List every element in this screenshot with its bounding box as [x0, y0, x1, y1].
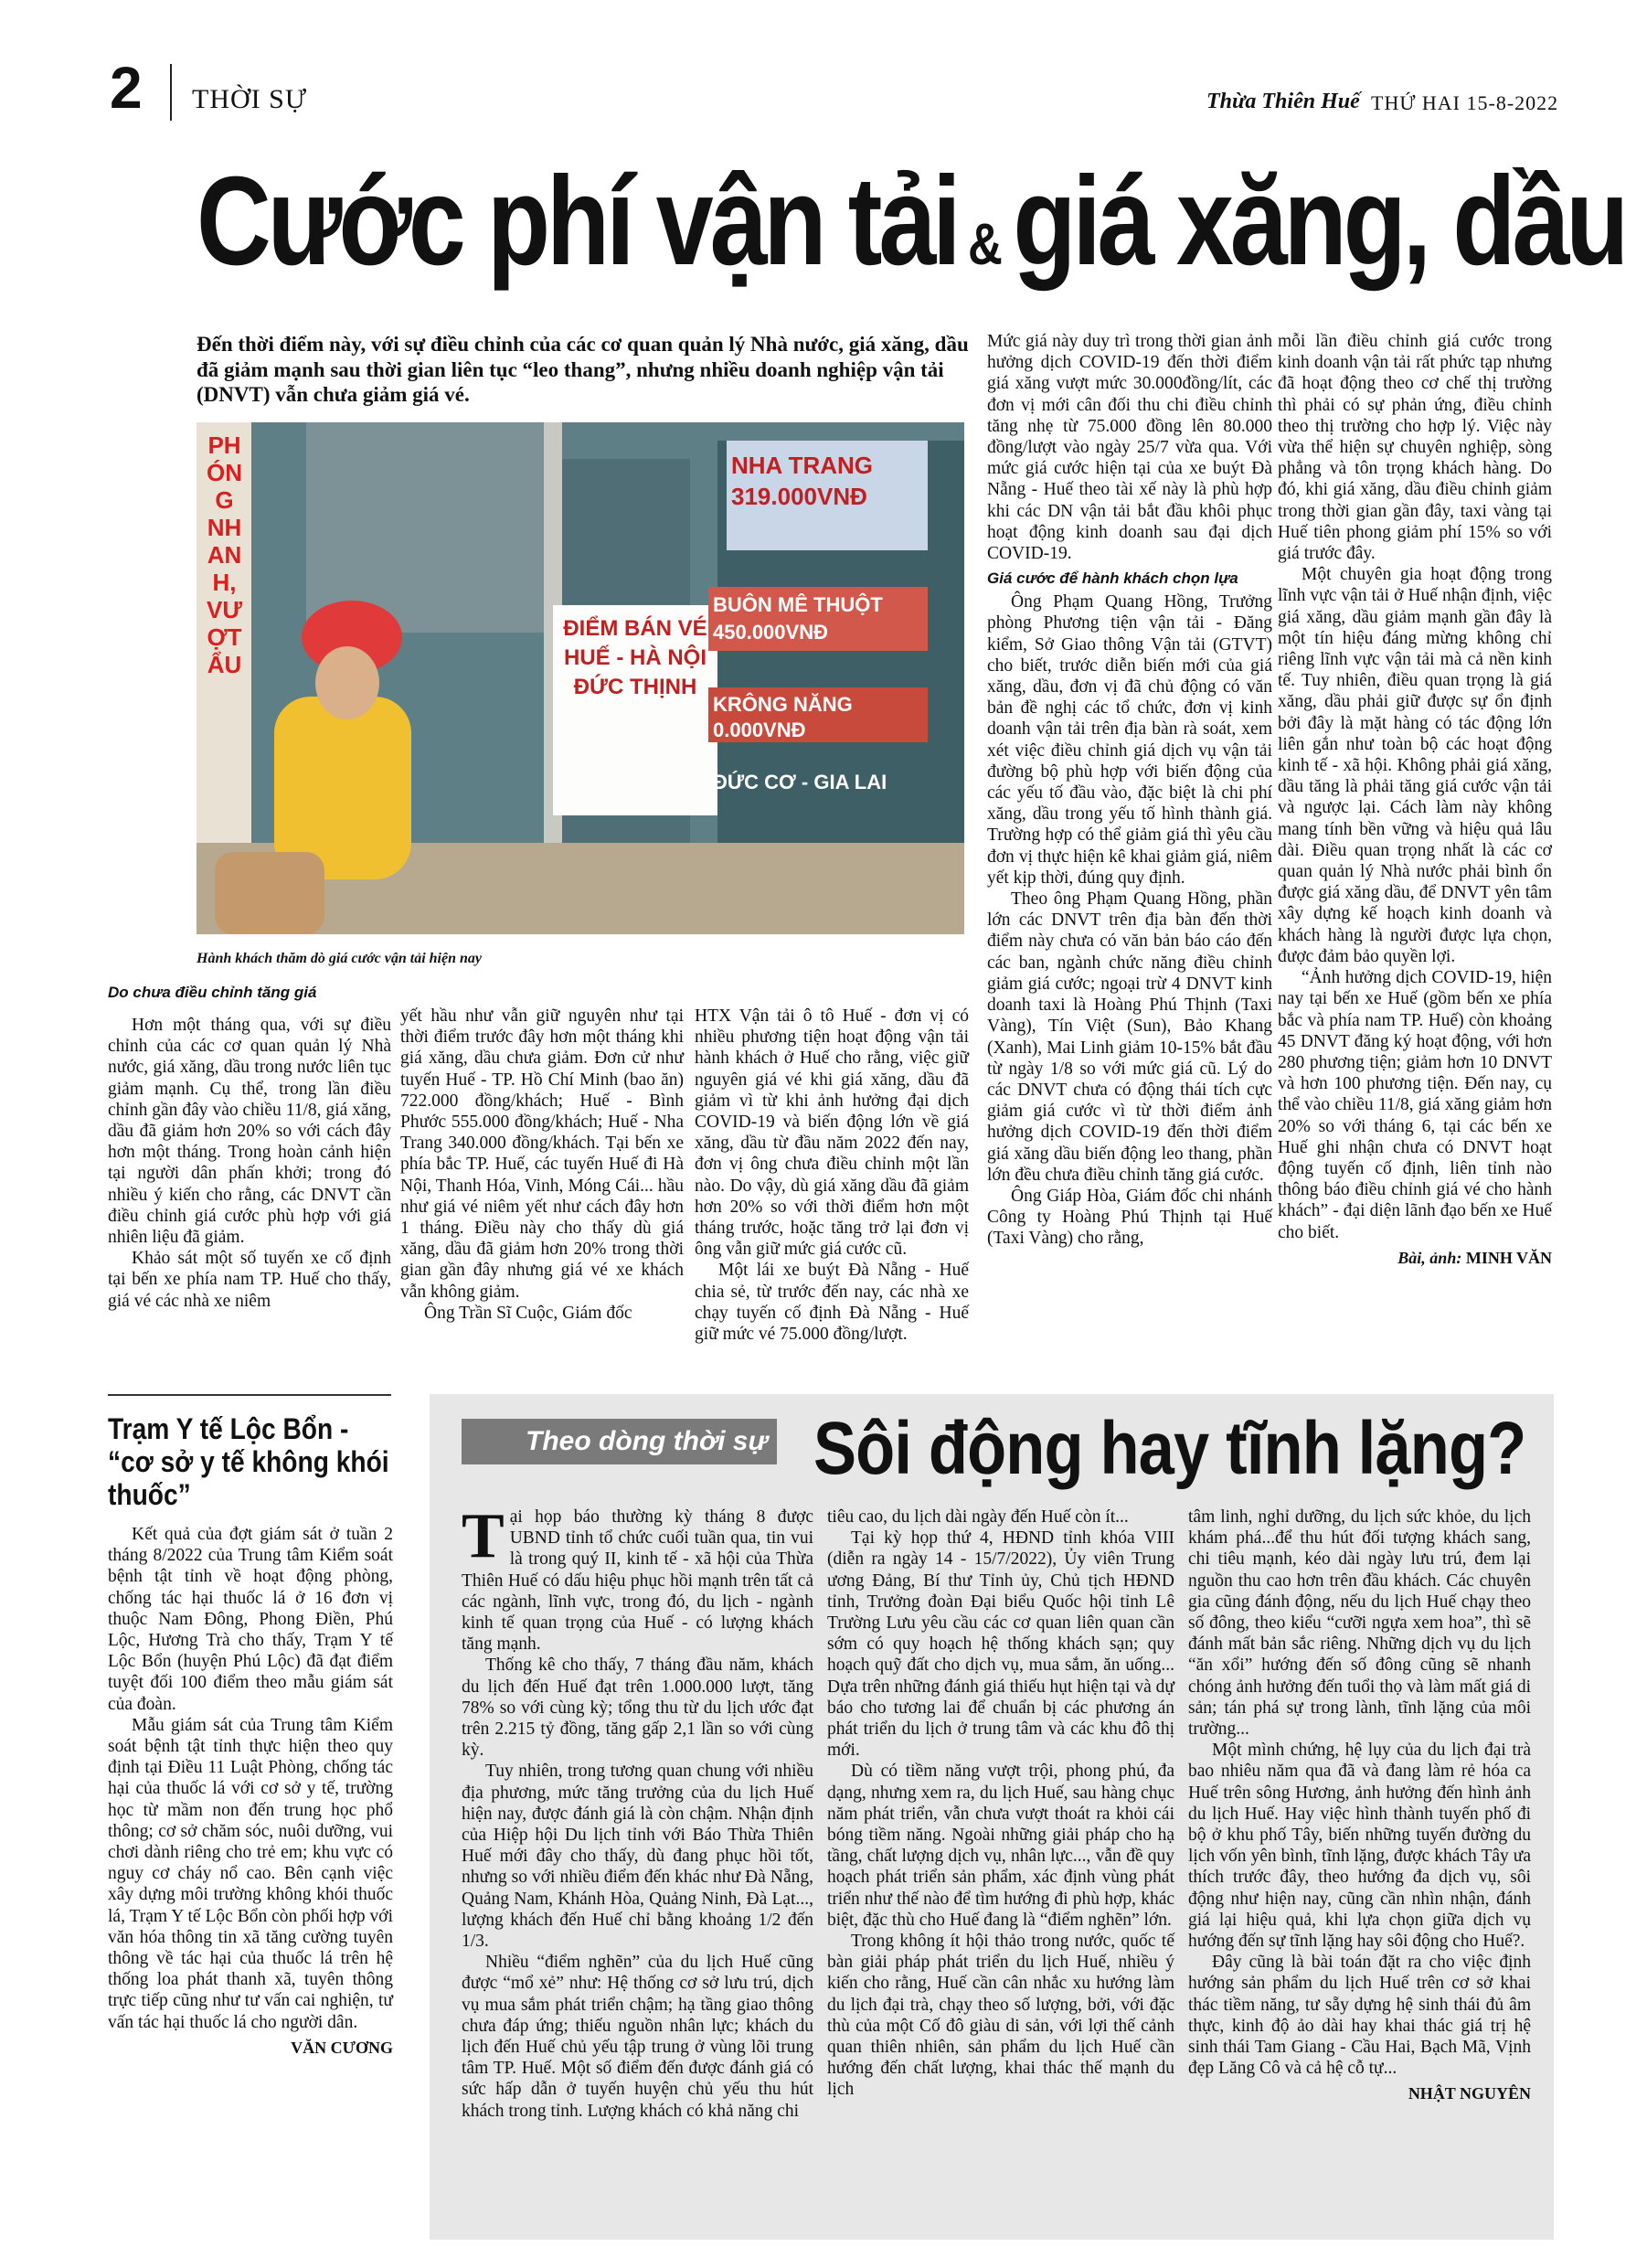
column-kicker: Theo dòng thời sự [462, 1419, 777, 1464]
paragraph: Ông Giáp Hòa, Giám đốc chi nhánh Công ty Hoàng Phú Thịnh tại Huế (Taxi Vàng) cho rằng, [987, 1186, 1272, 1249]
opinion-column-1 [462, 1501, 813, 2122]
paragraph: Dù có tiềm năng vượt trội, phong phú, đa dạng, nhưng xem ra, du lịch Huế, sau hàng chục năm phát triển, vẫn chưa vượt thoát ra khỏi cái bóng tiềm năng. Ngoài những giải pháp cho hạ tầng, chất lượng dịch vụ, nhân lực..., vẫn đề quy hoạch phát triển sản phẩm, xác định vùng phát triển như thế nào để tìm hướng đi phù hợp, khác biệt, đặc thù cho Huế đang là “điểm nghẽn” lớn. [827, 1762, 1174, 1930]
sidebar-article [108, 1412, 393, 2058]
sidebar-title: Trạm Y tế Lộc Bổn - “cơ sở y tế không khói thuốc” [108, 1412, 389, 1511]
opinion-column-3 [1188, 1507, 1531, 2103]
paragraph: Một lái xe buýt Đà Nẵng - Huế chia sẻ, từ trước đến nay, các nhà xe chạy tuyến cố định Đà Nẵng - Huế giữ mức vé 75.000 đồng/lượt. [695, 1261, 969, 1345]
byline-author: MINH VĂN [1465, 1248, 1552, 1267]
sidebar-divider [108, 1394, 391, 1396]
paragraph: tâm linh, nghỉ dưỡng, du lịch sức khỏe, du lịch khám phá...để thu hút đối tượng khách sang, chi tiêu mạnh, kéo dài ngày lưu trú, đem lại nguồn thu cao hơn trên đầu khách. Các chuyên gia cũng đánh động, nếu du lịch Huế chạy theo số đông, theo kiểu “cưỡi ngựa xem hoa”, thì sẽ đánh mất bản sắc riêng. Những dịch vụ du lịch “ăn xổi” hướng đến số đông cũng sẽ nhanh chóng ảnh hưởng đến tuổi thọ và làm mất giá di sản; tán phá sự trong lành, tĩnh lặng của môi trường... [1188, 1507, 1531, 1740]
article-column-a [108, 1015, 391, 1312]
paragraph: HTX Vận tải ô tô Huế - đơn vị có nhiều phương tiện hoạt động vận tải hành khách ở Huế cho rằng, việc giữ nguyên giá vé khi giá xăng, dầu đã giảm vì từ khi ảnh hưởng đại dịch COVID-19 và biến động lớn về giá xăng, dầu từ đầu năm 2022 đến nay, đơn vị ông chưa điều chỉnh một lần nào. Do vậy, dù giá xăng dầu đã giảm hơn 20% so với thời điểm hơn một tháng trước, hoặc tăng trở lại đơn vị ông vẫn giữ mức giá cước cũ. [695, 1006, 969, 1260]
paragraph: yết hầu như vẫn giữ nguyên như tại thời điểm trước đây hơn một tháng khi giá xăng, dầu chưa giảm. Đơn cử như tuyến Huế - TP. Hồ Chí Minh (bao ăn) 722.000 đồng/khách; Huế - Bình Phước 555.000 đồng/khách; Huế - Nha Trang 340.000 đồng/khách. Tại bến xe phía bắc TP. Huế, các tuyến Huế đi Hà Nội, Thanh Hóa, Vinh, Móng Cái... hầu như giá vé niêm yết như cách đây hơn 1 tháng. Điều này cho thấy dù giá xăng, dầu đã giảm hơn 20% trong thời gian gần đây nhưng giá vé xe khách vẫn không giảm. [400, 1006, 684, 1302]
paragraph [462, 1501, 813, 1655]
photo-sign-krong-nang: KRÔNG NĂNG 0.000VNĐ [713, 693, 853, 741]
paragraph: Một mình chứng, hệ lụy của du lịch đại trà bao nhiêu năm qua đã và đang làm rẻ hóa ca Huế trên sông Hương, ảnh hưởng đến hình ảnh du lịch Huế. Hay việc hình thành tuyến phố đi bộ ở khu phố Tây, biến những tuyến đường du lịch vốn yên bình, tĩnh lặng, được khách Tây ưa thích trước đây, theo hướng đa dịch vụ, sôi động như hiện nay, cũng cần nhìn nhận, đánh giá lại hiệu quả, khi lựa chọn giữa dịch vụ hướng đến sự tĩnh lặng hay sôi động cho Huế?. [1188, 1741, 1531, 1952]
main-headline [197, 151, 1626, 308]
section-name: THỜI SỰ [192, 84, 308, 114]
subhead-1: Do chưa điều chỉnh tăng giá [108, 984, 317, 1001]
issue-date: THỨ HAI 15-8-2022 [1371, 91, 1559, 114]
newspaper-name: Thừa Thiên Huế [1206, 90, 1360, 113]
paragraph: Hơn một tháng qua, với sự điều chỉnh của các cơ quan quản lý Nhà nước, giá xăng, dầu trong nước liên tục giảm mạnh. Cụ thể, trong lần điều chỉnh gần đây vào chiều 11/8, giá xăng, dầu đã giảm hơn 20% so với cách đây hơn một tháng. Trong hoàn cảnh hiện tại người dân phấn khởi; trong đó nhiều ý kiến cho rằng, các DNVT cần điều chỉnh giá cước phù hợp với giá nhiên liệu đã giảm. [108, 1016, 391, 1248]
paragraph: Tại kỳ họp thứ 4, HĐND tỉnh khóa VIII (diễn ra ngày 14 - 15/7/2022), Ủy viên Trung ương Đảng, Bí thư Tỉnh ủy, Chủ tịch HĐND tỉnh, Trưởng đoàn Đại biểu Quốc hội tỉnh Lê Trường Lưu yêu cầu các cơ quan liên quan cần sớm có quy hoạch hệ thống khách sạn; quy hoạch quỹ đất cho dịch vụ, mua sắm, ăn uống... Dựa trên những đánh giá thiếu hụt hiện tại và dự báo cho tương lai để chuẩn bị các phương án phát triển du lịch ở trung tâm và các khu đô thị mới. [827, 1528, 1174, 1761]
drop-cap: T [462, 1501, 505, 1571]
paragraph: mỗi lần điều chỉnh giá cước trong kinh doanh vận tải rất phức tạp nhưng đã hoạt động theo cơ chế thị trường thì phải có sự phản ứng, điều chỉnh theo thị trường cho hợp lý. Việc này vừa thể hiện sự chuyên nghiệp, sòng phẳng và tôn trọng khách hàng. Do đó, khi giá xăng, dầu điều chỉnh giảm trong thời gian gần đây, taxi vàng tại Huế tiên phong giảm phí 15% so với giá trước đây. [1278, 332, 1552, 564]
headline-part-2: giá xăng, dầu [1013, 151, 1626, 292]
article-column-b [400, 1006, 684, 1324]
photo-sign-nha-trang: NHA TRANG 319.000VNĐ [731, 452, 874, 510]
header-divider [170, 64, 172, 121]
paragraph: Theo ông Phạm Quang Hồng, phần lớn các DNVT trên địa bàn đến thời điểm này chưa có văn bản báo cáo đến các ban, ngành chức năng điều chỉnh giảm giá cước; ngoại trừ 4 DNVT kinh doanh taxi là Hoàng Phú Thịnh (Taxi Vàng), Tín Việt (Sun), Bảo Khang (Xanh), Mai Linh giảm 10-15% bắt đầu từ ngày 1/8 so với mức giá cũ. Lý do các DNVT chưa có động thái tích cực giảm giá cước vì từ thời điểm ảnh hưởng dịch COVID-19 đến thời điểm giá xăng dầu biến động leo thang, phần lớn đều chưa điều chỉnh tăng giá cước. [987, 889, 1272, 1185]
subhead-no-price-change [108, 978, 391, 1006]
page-number: 2 [110, 55, 143, 121]
photo-sign-ticket-office: ĐIỂM BÁN VÉ HUẾ - HÀ NỘI ĐỨC THỊNH [563, 616, 707, 699]
subhead-2: Giá cước để hành khách chọn lựa [987, 570, 1238, 588]
paragraph: Khảo sát một số tuyến xe cố định tại bến xe phía nam TP. Huế cho thấy, giá vé các nhà xe niêm [108, 1249, 391, 1311]
paragraph-text: ại họp báo thường kỳ tháng 8 được UBND tỉnh tổ chức cuối tuần qua, tin vui là trong quý II, kinh tế - xã hội của Thừa Thiên Huế có dấu hiệu phục hồi mạnh trên tất cả các ngành, lĩnh vực, trong đó, du lịch - ngành kinh tế quan trọng của Huế - có lượng khách tăng mạnh. [462, 1507, 813, 1655]
paragraph: Mẫu giám sát của Trung tâm Kiểm soát bệnh tật tỉnh thực hiện theo quy định tại Điều 11 Luật Phòng, chống tác hại của thuốc lá với cơ sở y tế, trường học từ mầm non đến trung học phổ thông; cơ sở chăm sóc, nuôi dưỡng, vui chơi dành riêng cho trẻ em; khu vực có nguy cơ cháy nổ cao. Bên cạnh việc xây dựng môi trường không khói thuốc lá, Trạm Y tế Lộc Bổn còn phối hợp với văn hóa thông tin xã tăng cường tuyên thông về tác hại của thuốc lá trên hệ thống loa phát thanh xã, tuyên thông trực tiếp cũng như tư vấn cai nghiện, tư vấn tác hại thuốc lá cho người dân. [108, 1715, 393, 2032]
paragraph: Trong không ít hội thảo trong nước, quốc tế bàn giải pháp phát triển du lịch Huế, nhiều ý kiến cho rằng, Huế cần cân nhắc xu hướng làm du lịch đại trà, chạy theo số lượng, bởi, với đặc thù của một Cố đô giàu di sản, với lợi thế cảnh quan thiên nhiên, sản phẩm du lịch Huế cần hướng đến chất lượng, khai thác thế mạnh du lịch [827, 1932, 1174, 2100]
opinion-author: NHẬT NGUYÊN [1408, 2084, 1531, 2103]
photo-caption: Hành khách thăm dò giá cước vận tải hiện nay [197, 951, 482, 966]
photo-vertical-sign: PHÓNG NHANH, VƯỢT ẨU [207, 431, 242, 678]
byline-label: Bài, ảnh: [1397, 1248, 1462, 1267]
headline-part-1: Cước phí vận tải [197, 151, 958, 292]
sidebar-author: VĂN CƯƠNG [291, 2038, 393, 2057]
paragraph: Mức giá này duy trì trong thời gian ảnh hưởng dịch COVID-19 đến thời điểm giá xăng vượt mức 30.000đồng/lít, các đơn vị mới cân đối thu chi điều chỉnh tăng nhẹ từ 75.000 đồng lên 80.000 đồng/lượt vào ngày 25/7 vừa qua. Với mức giá cước hiện tại của xe buýt Đà Nẵng - Huế theo tài xế này là phù hợp khi các DN vận tải bắt đầu khôi phục hoạt động kinh doanh sau đại dịch COVID-19. [987, 332, 1272, 564]
article-column-c [695, 1006, 969, 1345]
article-photo [197, 422, 964, 934]
paragraph: Ông Phạm Quang Hồng, Trưởng phòng Phương tiện vận tải - Đăng kiểm, Sở Giao thông Vận tải (GTVT) cho biết, trước diễn biến mới của giá xăng, dầu, đơn vị đã chủ động có văn bản đề nghị các tổ chức, đơn vị kinh doanh vận tải trên địa bàn rà soát, xem xét việc điều chỉnh giá dịch vụ vận tải đường bộ phù hợp với biến động của các yếu tố đầu vào, đặc biệt là chi phí xăng, dầu trong yếu tố hình thành giá. Trường hợp có thể giảm giá thì yêu cầu đơn vị thực hiện kê khai giảm giá, niêm yết kịp thời, đúng quy định. [987, 592, 1272, 888]
headline-ampersand: & [967, 211, 1003, 277]
paragraph: Một chuyên gia hoạt động trong lĩnh vực vận tải ở Huế nhận định, việc giá xăng, dầu giảm mạnh gần đây là một tín hiệu đáng mừng không chỉ riêng lĩnh vực vận tải mà cả nền kinh tế. Tuy nhiên, điều quan trọng là giá xăng, dầu phải giữ được sự ổn định bởi đây là mặt hàng có tác động lớn liên gắn như toàn bộ các hoạt động kinh tế - xã hội. Không phải giá xăng, dầu tăng là phải tăng giá cước vận tải và ngược lại. Cách làm này không mang tính bền vững và hiệu quả lâu dài. Điều quan trọng nhất là các cơ quan quản lý Nhà nước phải bình ổn được giá xăng dầu, để DNVT yên tâm xây dựng kế hoạch kinh doanh và khách hàng là người được lựa chọn, được đảm bảo quyền lợi. [1278, 565, 1552, 966]
photo-sign-buon-me-thuot: BUÔN MÊ THUỘT 450.000VNĐ [713, 593, 883, 644]
paragraph: Ông Trần Sĩ Cuộc, Giám đốc [424, 1303, 632, 1323]
paragraph: tiêu cao, du lịch dài ngày đến Huế còn ít... [827, 1507, 1129, 1527]
paragraph: Đây cũng là bài toán đặt ra cho việc định hướng sản phẩm du lịch Huế trên cơ sở khai thác tiềm năng, tư sẵy dựng hệ sinh thái đủ âm thực, kinh độ ảo dài hay khai thác giá trị hệ sinh thái Tam Giang - Cầu Hai, Bạch Mã, Vịnh đẹp Lăng Cô và cả hệ cỗ tự... [1188, 1953, 1531, 2079]
opinion-column-2 [827, 1507, 1174, 2101]
article-lead: Đến thời điểm này, với sự điều chỉnh của các cơ quan quản lý Nhà nước, giá xăng, dầu đã giảm mạnh sau thời gian liên tục “leo thang”, nhưng nhiều doanh nghiệp vận tải (DNVT) vẫn chưa giảm giá vé. [197, 333, 969, 406]
article-byline [1278, 1249, 1552, 1268]
paragraph: Kết quả của đợt giám sát ở tuần 2 tháng 8/2022 của Trung tâm Kiểm soát bệnh tật tỉnh về hoạt động phòng, chống tác hại thuốc lá ở 16 đơn vị thuộc Nam Đông, Phong Điền, Phú Lộc, Hương Trà cho thấy, Trạm Y tế Lộc Bổn (huyện Phú Lộc) đã đạt điểm tuyệt đối 100 điểm theo mẫu giám sát của đoàn. [108, 1525, 393, 1714]
paragraph: Tuy nhiên, trong tương quan chung với nhiều địa phương, mức tăng trưởng của du lịch Huế hiện nay, được đánh giá là còn chậm. Nhận định của Hiệp hội Du lịch tỉnh với Báo Thừa Thiên Huế mới đây cho thấy, dù đang phục hồi tốt, nhưng so với nhiều điểm đến khác như Đà Nẵng, Quảng Nam, Khánh Hòa, Quảng Ninh, Đà Lạt..., lượng khách đến Huế chỉ bằng khoảng 1/2 đến 1/3. [462, 1762, 813, 1952]
paragraph: Nhiều “điểm nghẽn” của du lịch Huế cũng được “mổ xẻ” như: Hệ thống cơ sở lưu trú, dịch vụ mua sắm phát triển chậm; hạ tầng giao thông chưa đáp ứng; thiếu nguồn nhân lực; khách du lịch đến Huế chủ yếu tập trung ở vùng lõi trung tâm TP. Huế. Một số điểm đến được đánh giá có sức hấp dẫn ở tuyến huyện chủ yếu thu hút khách trong tỉnh. Lượng khách có khả năng chi [462, 1953, 813, 2121]
paragraph: Thống kê cho thấy, 7 tháng đầu năm, khách du lịch đến Huế đạt trên 1.000.000 lượt, tăng 78% so với cùng kỳ; tổng thu từ du lịch ước đạt trên 2.215 tỷ đồng, tăng gấp 2,1 lần so với cùng kỳ. [462, 1656, 813, 1761]
photo-sign-duc-co: ĐỨC CƠ - GIA LAI [713, 771, 887, 793]
article-column-3 [987, 331, 1272, 1250]
paragraph: “Ảnh hưởng dịch COVID-19, hiện nay tại bến xe Huế (gồm bến xe phía bắc và phía nam TP. Huế) còn khoảng 45 DNVT đăng ký hoạt động, với hơn 280 phương tiện; giảm hơn 10 DNVT và hơn 100 phương tiện. Đến nay, cụ thể vào chiều 11/8, giá xăng giảm hơn 20% so với tháng 6, tại các bến xe Huế ghi nhận chưa có DNVT hoạt động tuyến cố định, liên tỉnh nào thông báo điều chỉnh giá vé cho hành khách” - đại diện lãnh đạo bến xe Huế cho biết. [1278, 968, 1552, 1242]
opinion-headline: Sôi động hay tĩnh lặng? [813, 1407, 1526, 1490]
article-column-4 [1278, 331, 1552, 1268]
